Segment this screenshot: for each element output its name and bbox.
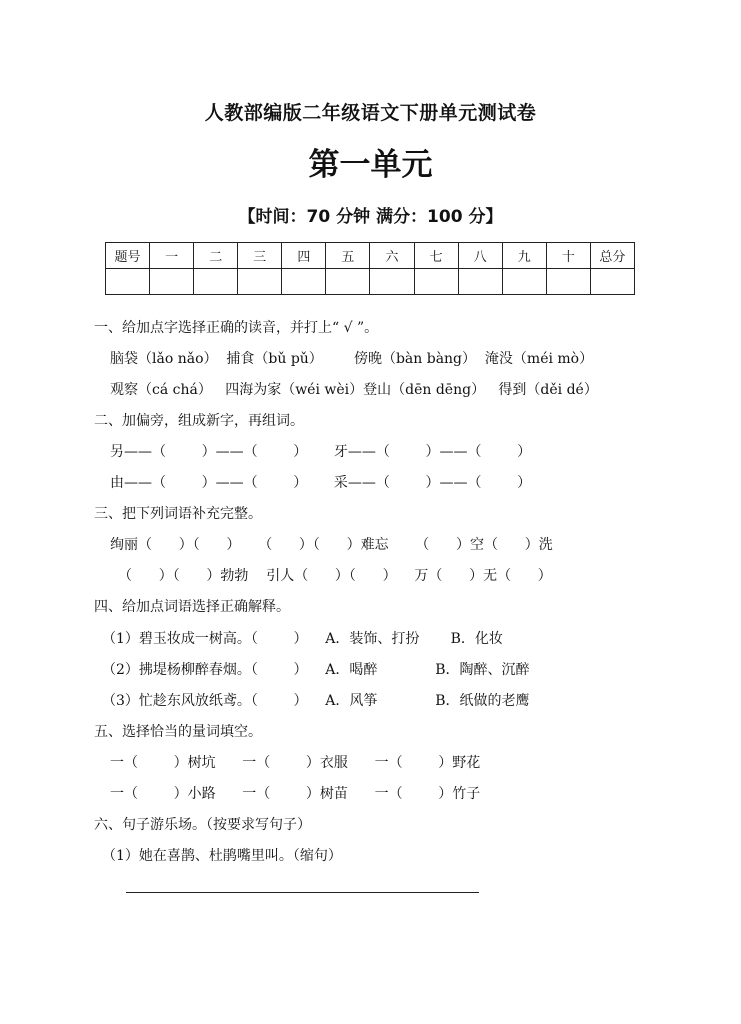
section-2-heading: 二、加偏旁，组成新字，再组词。 [94, 413, 304, 429]
section-5-row: 一（ ）小路 一（ ）树苗 一（ ）竹子 [110, 786, 481, 802]
score-cell [546, 269, 590, 295]
score-table-header-cell: 一 [150, 243, 194, 269]
score-table-header-cell: 三 [238, 243, 282, 269]
section-4-heading: 四、给加点词语选择正确解释。 [94, 599, 290, 615]
time-score-info: 【时间：70 分钟 满分：100 分】 [238, 207, 503, 227]
score-cell [502, 269, 546, 295]
score-table-header-cell: 九 [502, 243, 546, 269]
score-cell [370, 269, 414, 295]
section-5-heading: 五、选择恰当的量词填空。 [94, 724, 262, 740]
worksheet-title: 人教部编版二年级语文下册单元测试卷 [204, 102, 537, 124]
score-cell [150, 269, 194, 295]
score-table-header-cell: 题号 [106, 243, 150, 269]
section-5-row: 一（ ）树坑 一（ ）衣服 一（ ）野花 [110, 755, 481, 771]
score-table-header-cell: 总分 [590, 243, 634, 269]
section-4-row: （2）拂堤杨柳醉春烟。（ ） A．喝醉 B．陶醉、沉醉 [102, 662, 530, 678]
section-1-heading: 一、给加点字选择正确的读音，并打上“ √ ”。 [94, 320, 379, 336]
score-table-header-cell: 十 [546, 243, 590, 269]
score-cell [590, 269, 634, 295]
score-cell [458, 269, 502, 295]
section-4-row: （1）碧玉妆成一树高。（ ） A．装饰、打扮 B．化妆 [102, 631, 503, 647]
section-1-row: 脑袋（lǎo nǎo） 捕食（bǔ pǔ） 傍晚（bàn bàng） 淹没（méi mò） [110, 351, 594, 367]
section-6-heading: 六、句子游乐场。（按要求写句子） [94, 817, 311, 833]
section-2-row: 另——（ ）——（ ） 牙——（ ）——（ ） [110, 444, 532, 460]
score-table-header-cell: 七 [414, 243, 458, 269]
score-table [105, 242, 635, 295]
score-table-header-cell: 二 [194, 243, 238, 269]
score-cell [414, 269, 458, 295]
score-table-header-cell: 五 [326, 243, 370, 269]
score-table-header-row [106, 243, 635, 269]
score-cell [238, 269, 282, 295]
section-3-heading: 三、把下列词语补充完整。 [94, 506, 262, 522]
score-table-header-cell: 四 [282, 243, 326, 269]
score-table-header-cell: 六 [370, 243, 414, 269]
section-4-row: （3）忙趁东风放纸鸢。（ ） A．风筝 B．纸做的老鹰 [102, 693, 530, 709]
section-2-row: 由——（ ）——（ ） 采——（ ）——（ ） [110, 475, 532, 491]
section-3-row: 绚丽（ ）（ ） （ ）（ ）难忘 （ ）空（ ）洗 [110, 537, 553, 553]
score-cell [194, 269, 238, 295]
section-3-row: （ ）（ ）勃勃 引人（ ）（ ） 万（ ）无（ ） [118, 568, 552, 584]
score-table-blank-row [106, 269, 635, 295]
score-cell [326, 269, 370, 295]
answer-line[interactable] [126, 892, 479, 893]
score-table-header-cell: 八 [458, 243, 502, 269]
score-cell [282, 269, 326, 295]
unit-heading: 第一单元 [308, 147, 433, 183]
section-1-row: 观察（cá chá） 四海为家（wéi wèi）登山（dēn dēng） 得到（děi dé） [110, 382, 598, 398]
score-cell [106, 269, 150, 295]
section-6-question: （1）她在喜鹊、杜鹃嘴里叫。（缩句） [102, 848, 342, 864]
